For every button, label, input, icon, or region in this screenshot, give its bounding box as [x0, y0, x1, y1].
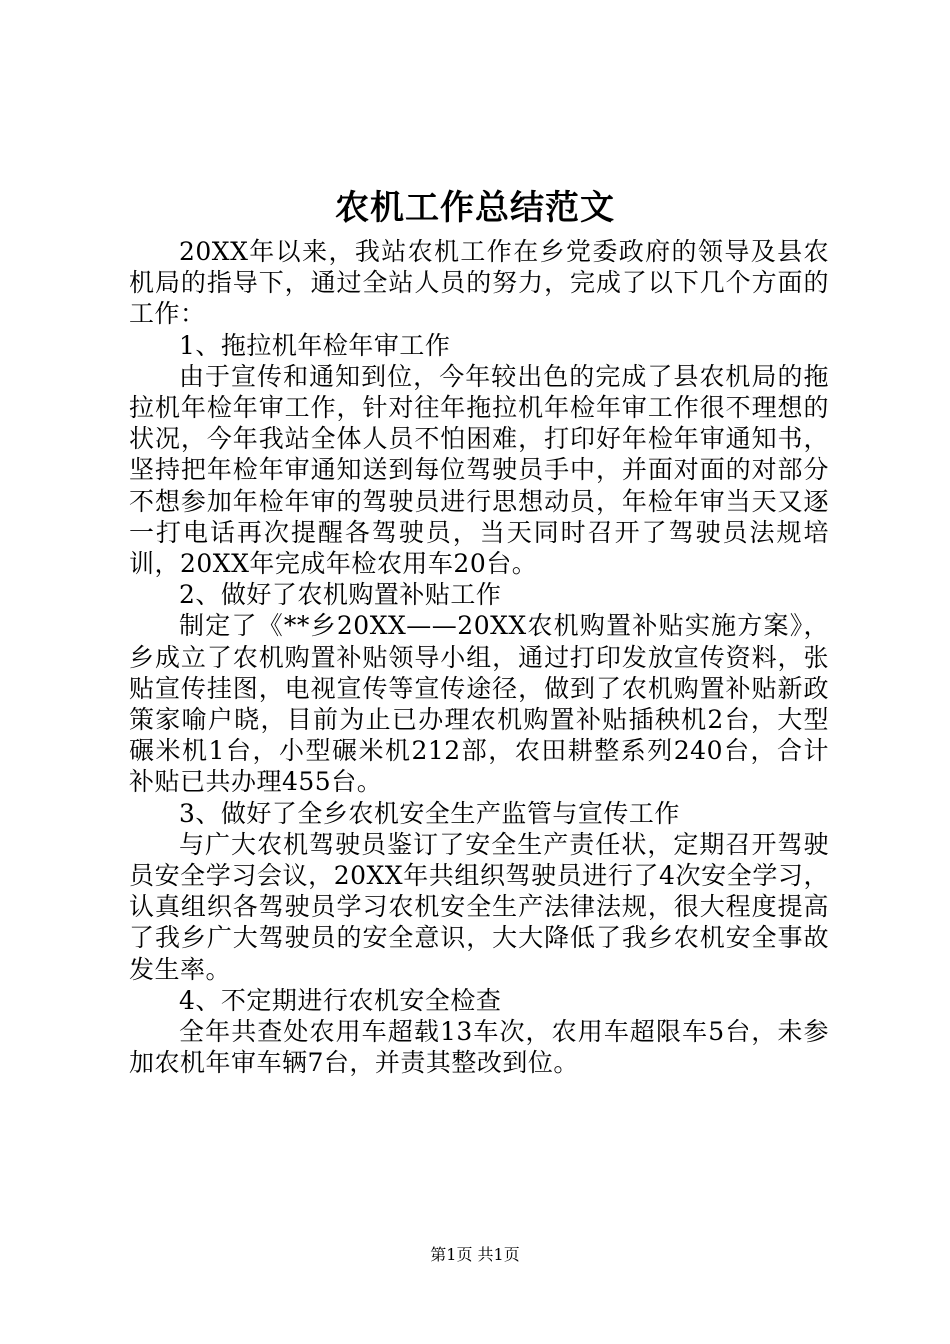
document-body: [129, 236, 829, 1078]
section-heading-2: 2、做好了农机购置补贴工作: [179, 580, 502, 610]
section-body-3: 与广大农机驾驶员鉴订了安全生产责任状，定期召开驾驶员安全学习会议，20XX年共组织驾驶员进行了4次安全学习，认真组织各驾驶员学习农机安全生产法律法规，很大程度提高了我乡广大驾驶员的安全意识，大大降低了我乡农机安全事故发生率。: [129, 829, 829, 984]
section-heading-1: 1、拖拉机年检年审工作: [179, 330, 451, 360]
section-body-4: 全年共查处农用车超载13车次，农用车超限车5台，未参加农机年审车辆7台，并责其整改到位。: [129, 1017, 829, 1078]
section-heading-3: 3、做好了全乡农机安全生产监管与宣传工作: [179, 798, 680, 828]
section-body-1: 由于宣传和通知到位，今年较出色的完成了县农机局的拖拉机年检年审工作，针对往年拖拉机年检年审工作很不理想的状况，今年我站全体人员不怕困难，打印好年检年审通知书，坚持把年检年审通知送到每位驾驶员手中，并面对面的对部分不想参加年检年审的驾驶员进行思想动员，年检年审当天又逐一打电话再次提醒各驾驶员，当天同时召开了驾驶员法规培训，20XX年完成年检农用车20台。: [129, 361, 829, 579]
document-title: 农机工作总结范文: [335, 188, 615, 228]
intro-paragraph: 20XX年以来，我站农机工作在乡党委政府的领导及县农机局的指导下，通过全站人员的努力，完成了以下几个方面的工作：: [129, 237, 829, 329]
page-footer: 第1页 共1页: [430, 1245, 520, 1264]
section-heading-4: 4、不定期进行农机安全检查: [179, 985, 502, 1015]
section-body-2: 制定了《**乡20XX——20XX农机购置补贴实施方案》，乡成立了农机购置补贴领导小组，通过打印发放宣传资料，张贴宣传挂图，电视宣传等宣传途径，做到了农机购置补贴新政策家喻户晓，目前为止已办理农机购置补贴插秧机2台，大型碾米机1台，小型碾米机212部，农田耕整系列240台，合计补贴已共办理455台。: [129, 611, 829, 797]
